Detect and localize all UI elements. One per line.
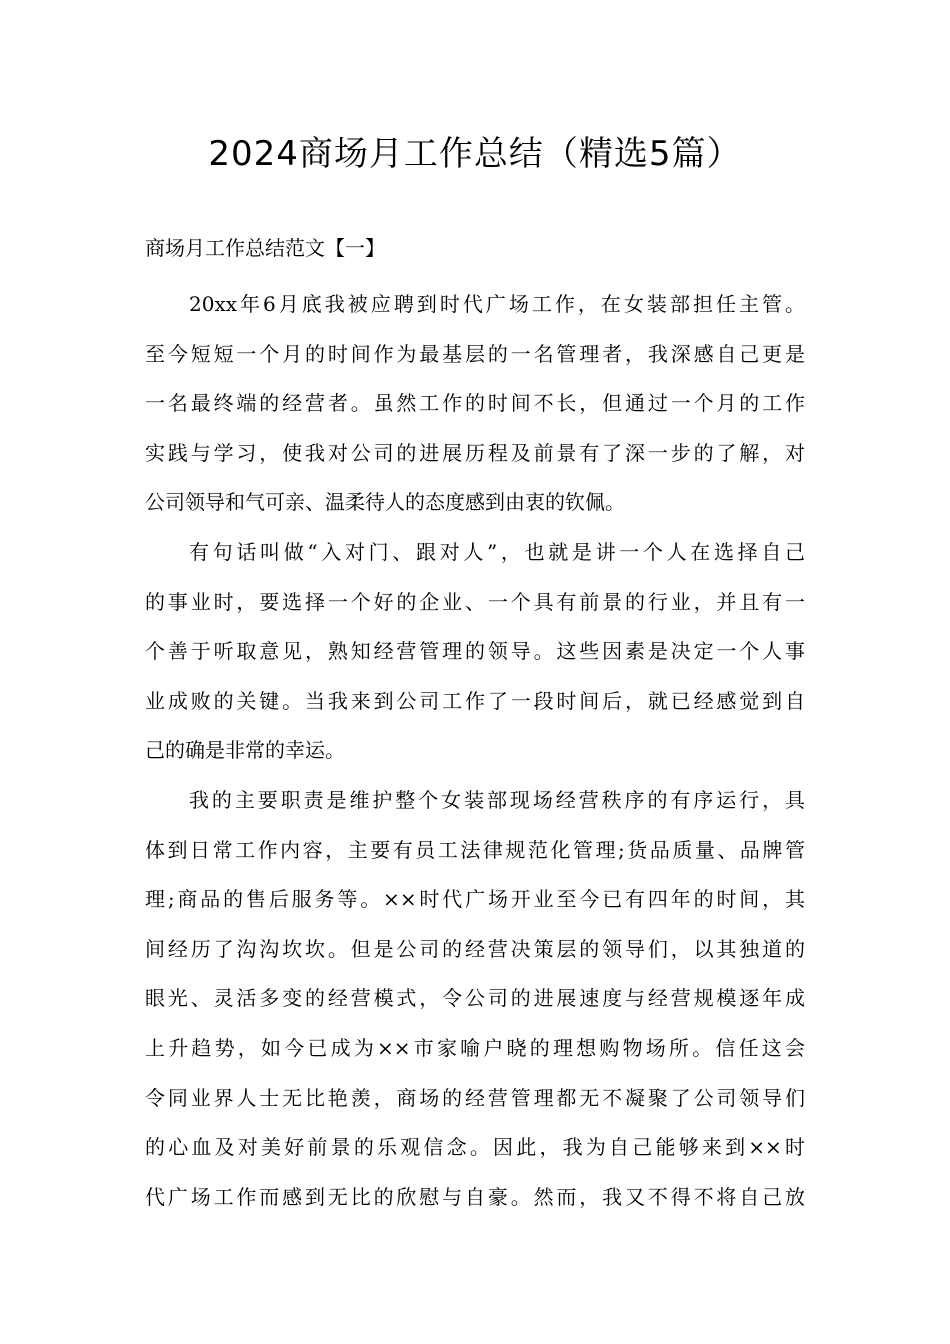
paragraph-1-line: 一名最终端的经营者。虽然工作的时间不长，但通过一个月的工作 — [145, 391, 805, 416]
paragraph-3-line: 体到日常工作内容，主要有员工法律规范化管理;货品质量、品牌管 — [145, 837, 805, 862]
paragraph-3-line: 的心血及对美好前景的乐观信念。因此，我为自己能够来到××时 — [145, 1135, 805, 1160]
paragraph-1-line: 实践与学习，使我对公司的进展历程及前景有了深一步的了解，对 — [145, 440, 805, 465]
document-title: 2024商场月工作总结（精选5篇） — [208, 134, 742, 174]
paragraph-3-line: 理;商品的售后服务等。××时代广场开业至今已有四年的时间，其 — [145, 887, 805, 912]
paragraph-2-line: 己的确是非常的幸运。 — [145, 738, 345, 763]
paragraph-2-line: 个善于听取意见，熟知经营管理的领导。这些因素是决定一个人事 — [145, 639, 805, 664]
paragraph-3-line: 令同业界人士无比艳羡，商场的经营管理都无不凝聚了公司领导们 — [145, 1085, 805, 1110]
paragraph-3-line: 眼光、灵活多变的经营模式，令公司的进展速度与经营规模逐年成 — [145, 986, 805, 1011]
paragraph-2-line: 业成败的关键。当我来到公司工作了一段时间后，就已经感觉到自 — [145, 688, 805, 713]
paragraph-1-line: 至今短短一个月的时间作为最基层的一名管理者，我深感自己更是 — [145, 341, 805, 366]
paragraph-3-line: 代广场工作而感到无比的欣慰与自豪。然而，我又不得不将自己放 — [145, 1184, 805, 1209]
paragraph-1-line: 公司领导和气可亲、温柔待人的态度感到由衷的钦佩。 — [145, 490, 625, 515]
paragraph-3-line: 上升趋势，如今已成为××市家喻户晓的理想购物场所。信任这会 — [145, 1035, 805, 1060]
paragraph-3-line: 我的主要职责是维护整个女装部现场经营秩序的有序运行，具 — [189, 787, 805, 812]
paragraph-2-line: 有句话叫做“入对门、跟对人”，也就是讲一个人在选择自己 — [189, 539, 805, 564]
paragraph-2-line: 的事业时，要选择一个好的企业、一个具有前景的行业，并且有一 — [145, 589, 805, 614]
paragraph-3-line: 间经历了沟沟坎坎。但是公司的经营决策层的领导们，以其独道的 — [145, 936, 805, 961]
paragraph-1-line: 20xx年6月底我被应聘到时代广场工作，在女装部担任主管。 — [189, 292, 805, 316]
document-body — [145, 280, 805, 1222]
section-heading: 商场月工作总结范文【一】 — [145, 236, 385, 260]
